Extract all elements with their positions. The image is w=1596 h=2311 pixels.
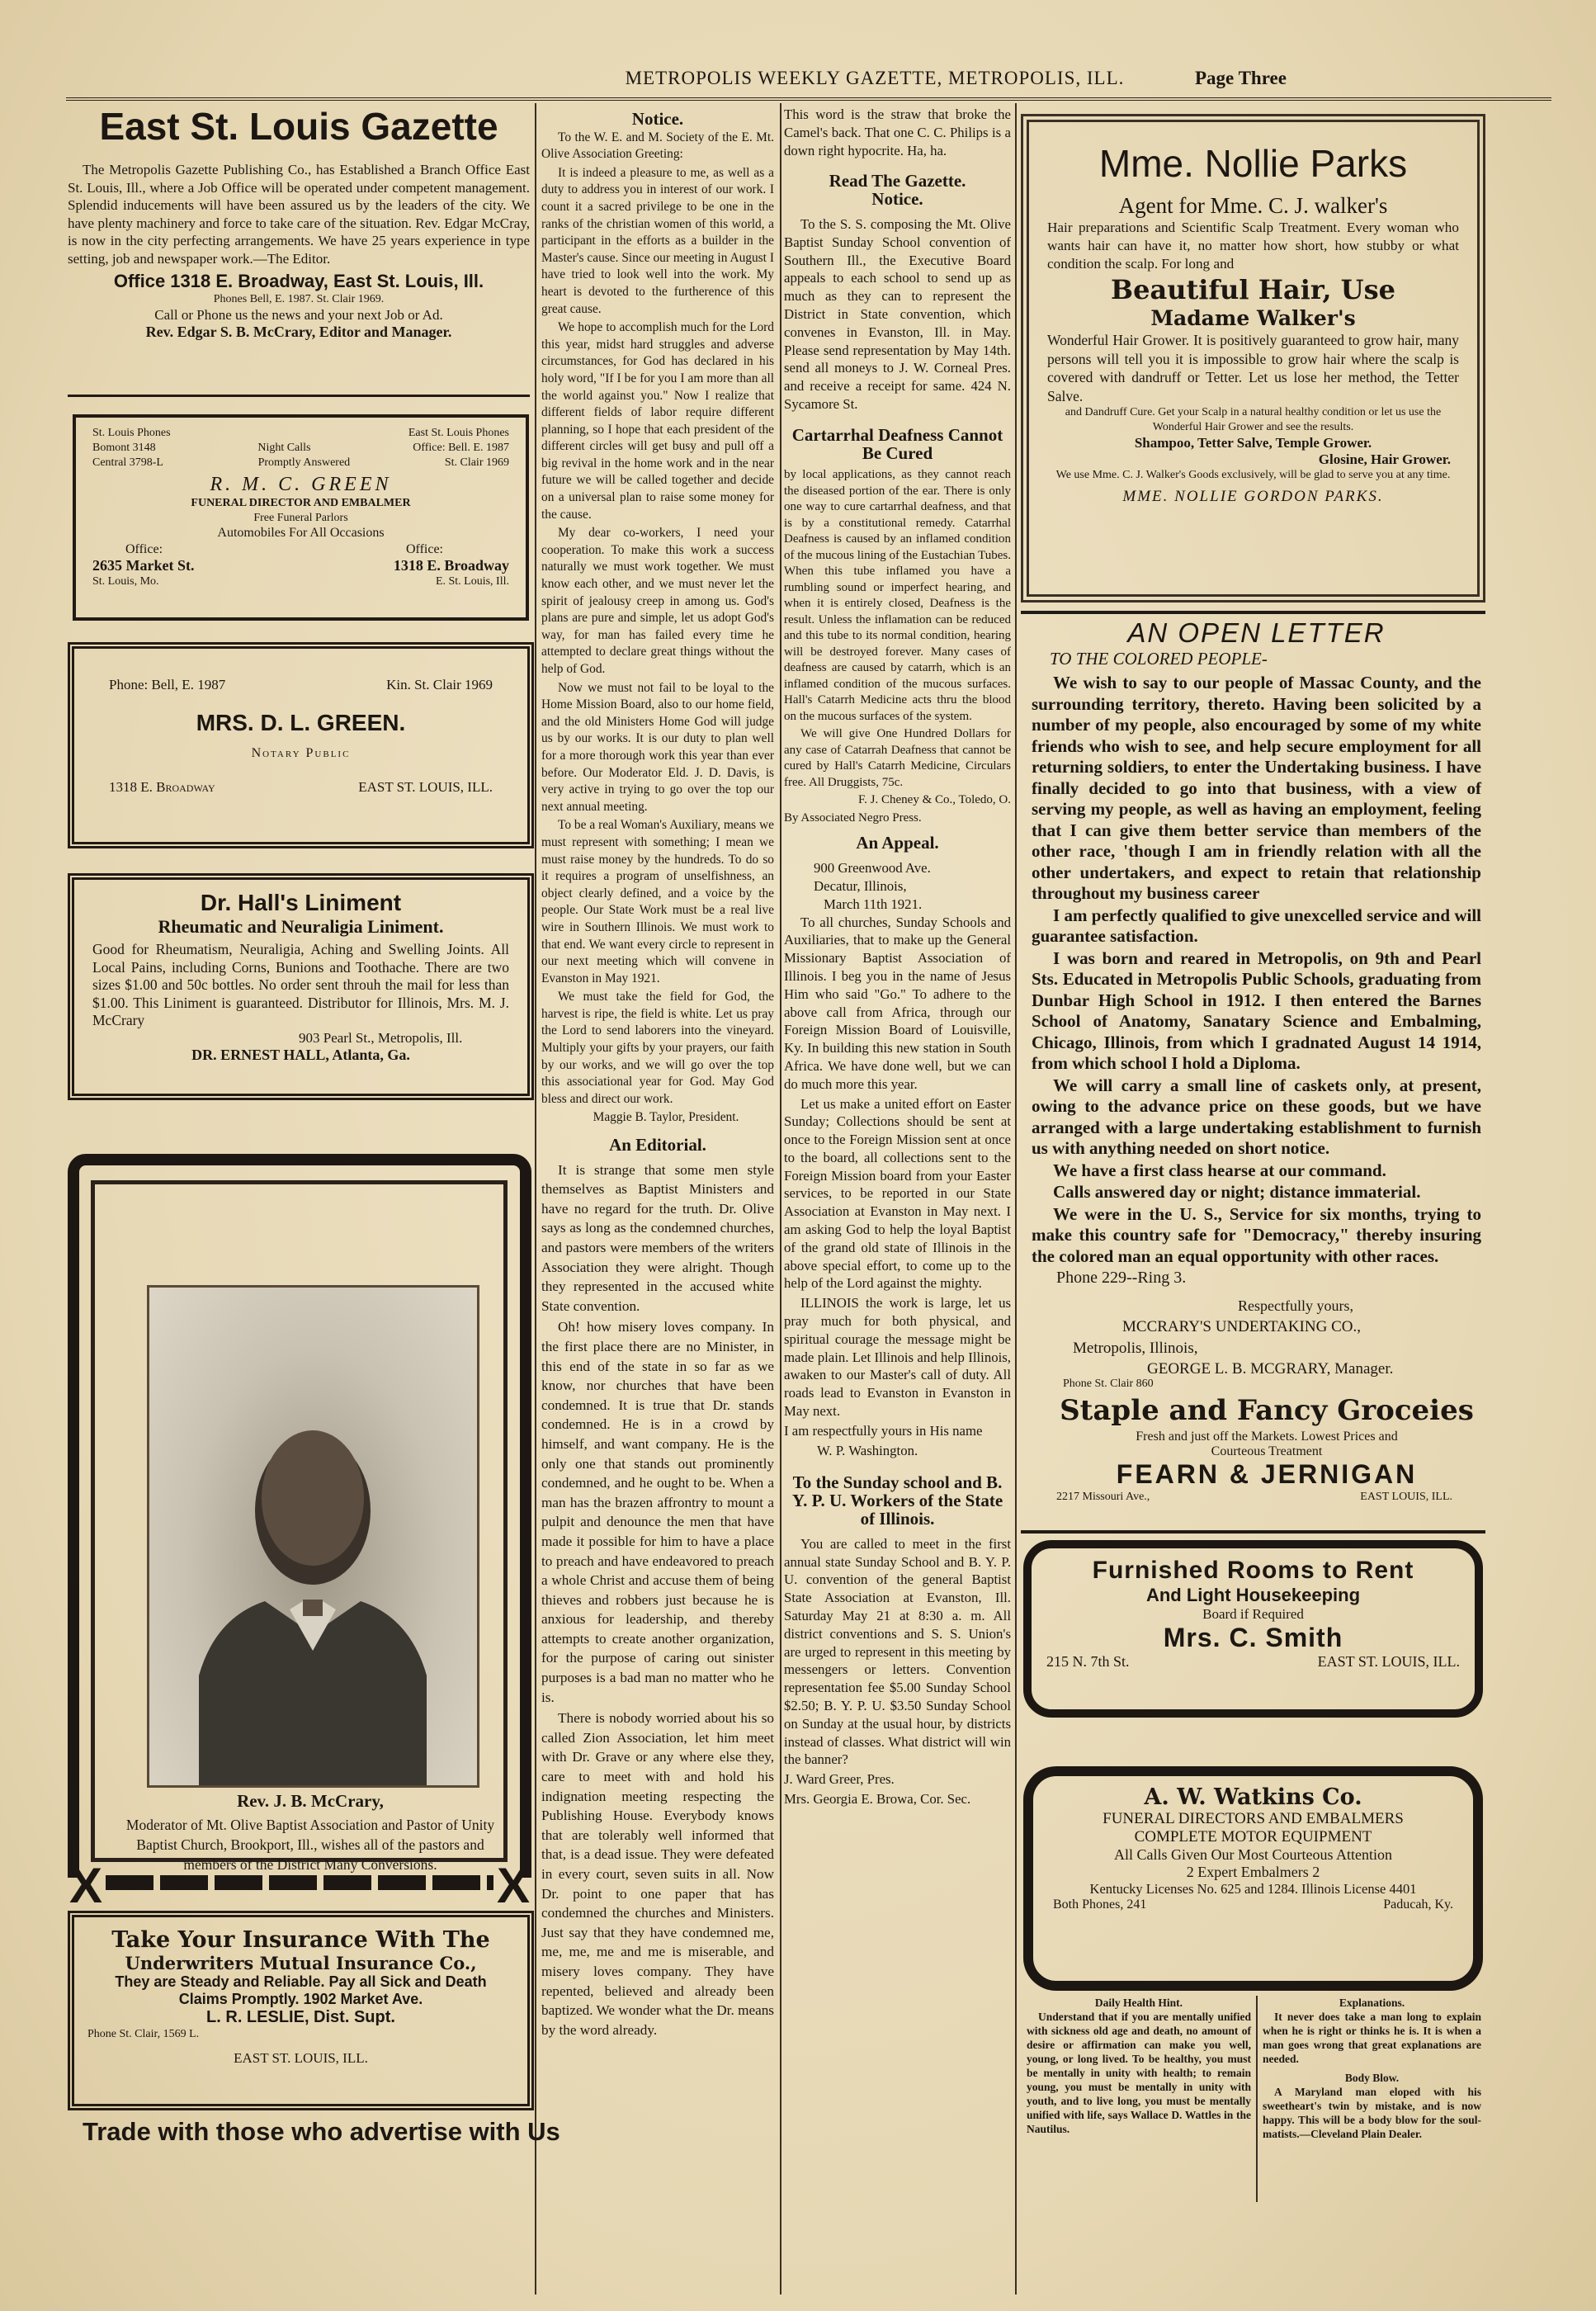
open-letter-salutation: TO THE COLORED PEOPLE- <box>1050 648 1268 669</box>
open-letter-paragraph: We were in the U. S., Service for six months, trying to make this country safe for "Democracy," thereby insuring the colored man an equal opportunity with other races. <box>1032 1203 1481 1266</box>
phones-left-title: St. Louis Phones <box>92 427 171 439</box>
open-letter-paragraph: We wish to say to our people of Massac County, and the surrounding territory, thereto. Having been solicited by a number of my people, also encouraged by some of my white friends who wish to see, and help secure employment for all returning soldiers, to enter the Undertaking business. I have finally decided to go into that business, with a view of serving my people, as well as having an employment, feeling that I can give them better service than members of the other race, 'though I am in friendly relation with all the other undertakers, and expect to retain that relationship throughout my business career <box>1032 673 1481 903</box>
office-left-addr: 2635 Market St. <box>92 557 195 574</box>
rooms-addr-left: 215 N. 7th St. <box>1046 1653 1130 1670</box>
explanations-body: It never does take a man long to explain when he is right or thinks he is. It is when a man goes wrong that great explanations are needed. <box>1263 2011 1481 2065</box>
groceries-tag1: Fresh and just off the Markets. Lowest Prices and <box>1136 1430 1398 1444</box>
phones-right-title: East St. Louis Phones <box>408 427 509 439</box>
parks-body1: Hair preparations and Scientific Scalp Treatment. Every woman who wants hair can have it, no matter how short, how stubby or what condition the scalp. For long and <box>1047 220 1459 272</box>
appeal-paragraph: Let us make a united effort on Easter Sunday; Collections should be sent at once to the Foreign Mission sent at once to the board, all collections sent to the Foreign Mission board from your Easter services, to be reported in our State Association at Evanston in May next. I am asking God to help the loyal Baptist of the grand old state of Illinois in the above special effort, to come up to the help of the Lord against the mighty. <box>784 1095 1011 1292</box>
catarrh-offer: We will give One Hundred Dollars for any case of Catarrah Deafness that cannot be cured by Hall's Catarrh Medicine, Circulars free. All Druggists, 75c. <box>784 727 1011 789</box>
frame-bottom-bar <box>106 1875 493 1890</box>
insurance-ad <box>68 1911 534 2110</box>
rooms-sub: And Light Housekeeping <box>1145 1585 1361 1605</box>
appeal-addr2: Decatur, Illinois, <box>814 877 907 894</box>
promptly-answered: Promptly Answered <box>257 456 351 469</box>
open-letter-phone: Phone 229--Ring 3. <box>1056 1269 1187 1287</box>
open-letter-manager: GEORGE L. B. MCGRARY, Manager. <box>1147 1360 1394 1378</box>
column-divider <box>1256 1996 1258 2202</box>
mrs-green-name: MRS. D. L. GREEN. <box>196 710 406 735</box>
sunday-school-body: You are called to meet in the first annual state Sunday School and B. Y. P. U. convention of the general Baptist State Association at Evanston, Ill. Saturday May 21 at 8:30 a. m. All district conventions and S. S. Union's are urged to represent in this meeting by messengers or letters. Convention representation fee $5.00 Sunday School $2.50; B. Y. P. U. $3.50 Sunday School on Sunday at the usual hour, by districts instead of classes. What district will win the banner? <box>784 1535 1011 1768</box>
liniment-address: 903 Pearl St., Metropolis, Ill. <box>299 1029 463 1046</box>
mrs-green-addr-right: EAST ST. LOUIS, ILL. <box>358 779 493 795</box>
notice-paragraph: To be a real Woman's Auxiliary, means we must represent with something; I mean we must raise money by the hundreds. To do so it requires a program of unselfishness, an object clearly defined, and a voice by the people. Our State Work must be a real live wire in Southern Illinois. We must work to that end. We want every circle to represent in our next meeting which will convene in Evanston in May 1921. <box>541 818 774 985</box>
health-body: Understand that if you are mentally unified with sickness old age and death, no amount of desire or affirmation can make you well, young, or long lived. To be healthy, you must be mentally in unity with health; to remain young, you must be mentally in unity with youth, and to live long, you must be mentally unified with life, says Wallace D. Wattles in the Nautilus. <box>1027 2011 1251 2135</box>
read-gazette-subtitle: Notice. <box>871 189 923 210</box>
open-letter-paragraph: We have a first class hearse at our command. <box>1053 1160 1386 1180</box>
read-gazette-body: To the S. S. composing the Mt. Olive Baptist Sunday School convention of Southern Ill., the Executive Board appeals to each school to send up as much as they can to represent the District in State convention, which convenes in Evanston, Ill. in May. Please send representation by May 14th. send all moneys to J. W. Corneal Pres. and receive a receipt for same. 424 N. Sycamore St. <box>784 215 1011 412</box>
groceries-title: Staple and Fancy Groceies <box>1060 1394 1474 1427</box>
groceries-ad <box>1056 1377 1477 1505</box>
night-calls: Night Calls <box>257 442 311 454</box>
watkins-line3: All Calls Given Our Most Courteous Attention <box>1114 1846 1392 1863</box>
rooms-addr-right: EAST ST. LOUIS, ILL. <box>1317 1653 1460 1670</box>
man-portrait-image <box>149 1288 477 1785</box>
notice-paragraph: We must take the field for God, the harvest is ripe, the field is white. Let us pray the Lord to send laborers into the vineyard. Multiply your gifts by your prayers, our faith by our works, and we will go over the top this associational year for God. May God bless and direct our work. <box>541 990 774 1106</box>
read-gazette-title: Read The Gazette. <box>829 171 966 191</box>
appeal-date: March 11th 1921. <box>824 896 923 912</box>
column-2 <box>541 106 774 2041</box>
parks-body2: Wonderful Hair Grower. It is positively guaranteed to grow hair, many persons will tell you it is impossible to grow hair where the scalp is covered with dandruff or Tetter. Let us lose her method, the Tetter Salve. <box>1047 332 1459 404</box>
insurance-line1: They are Steady and Reliable. Pay all Sick and Death <box>115 1973 487 1990</box>
parks-glosine: Glosine, Hair Grower. <box>1318 451 1451 467</box>
notice-paragraph: Now we must not fail to be loyal to the Home Mission Board, also to our home field, and the old Ministers Home God will judge us by our works. It is our duty to plan well for a more thorough work this year than ever before. Our Moderator Eld. J. D. Davis, is very active in trying to go over the top our next annual meeting. <box>541 680 774 814</box>
liniment-subtitle: Rheumatic and Neuraligia Liniment. <box>158 916 444 937</box>
masthead-title: METROPOLIS WEEKLY GAZETTE, METROPOLIS, ILL. <box>625 68 1125 88</box>
editorial-title: An Editorial. <box>609 1135 706 1156</box>
notice-title: Notice. <box>631 109 684 129</box>
frame-x-right: X <box>497 1858 531 1913</box>
watkins-line2: COMPLETE MOTOR EQUIPMENT <box>1134 1828 1372 1845</box>
green-funeral-ad <box>73 414 529 621</box>
notary-title: Notary Public <box>251 746 351 760</box>
notice-paragraph: My dear co-workers, I need your cooperation. To make this work a success naturally we must work together. We must know each other, and we must never let the spirit of jealousy creep in among us. God's plans are pure and simple, let us adopt God's way, for man has failed every time he attempted to declare great things without the help of God. <box>541 526 774 676</box>
phones-left-1: Bomont 3148 <box>92 442 156 454</box>
insurance-agent: L. R. LESLIE, Dist. Supt. <box>206 2008 395 2026</box>
parks-body3: and Dandruff Cure. Get your Scalp in a natural healthy condition or let us use the Wonderful Hair Grower and see the results. <box>1065 406 1442 433</box>
mrs-green-phone-left: Phone: Bell, E. 1987 <box>109 677 226 692</box>
esl-gazette-ad <box>68 103 530 341</box>
esl-gazette-editor: Rev. Edgar S. B. McCrary, Editor and Manager. <box>145 324 452 340</box>
esl-gazette-body: The Metropolis Gazette Publishing Co., has Established a Branch Office East St. Louis, Ill., where a Job Office will be operated under competent management. Splendid inducements will have been assured us by the leaders of the city. We have plenty machinery and force to take care of the situation. Rev. Edgar McCray, is now in the city perfecting arrangements. We have 25 years experience in type setting, job and newspaper work.—The Editor. <box>68 162 530 267</box>
appeal-paragraph: To all churches, Sunday Schools and Auxiliaries, that to make up the General Missionary Baptist Association of Illinois. I beg you in the name of Jesus Him who said "Go." To adhere to the above call from Africa, through our Foreign Mission Board of Louisville, Ky. In building this new station in South Africa. We have done well, but we can do much more this year. <box>784 914 1011 1092</box>
sunday-school-sig2: Mrs. Georgia E. Browa, Cor. Sec. <box>784 1790 971 1807</box>
open-letter-company: MCCRARY'S UNDERTAKING CO., <box>1122 1318 1361 1335</box>
catarrh-body: by local applications, as they cannot reach the diseased portion of the ear. There is only one way to cure cartarrhal deafness, and that is by a constitutional remedy. Catarrhal Deafness is caused by an inflamed condition of the mucous lining of the Eustachian Tubes. When this tube inflamed you have a rumbling sound or imperfect hearing, and when it is entirely closed, Deafness is the result. Unless the inflamation can be reduced and this tube to its normal condition, hearing will be destroyed forever. Many cases of deafness are caused by catarrh, which is an inflamed condition of the mucous surfaces. Hall's Catarrh Medicine acts thru the blood on the mucous surfaces of the system. <box>784 468 1011 723</box>
office-left-label: Office: <box>125 542 163 556</box>
funeral-parlors: Free Funeral Parlors <box>253 512 348 524</box>
phones-left-2: Central 3798-L <box>92 456 163 469</box>
watkins-ad <box>1023 1766 1483 1991</box>
portrait-caption-block <box>124 1791 497 1874</box>
parks-headline1: Beautiful Hair, Use <box>1111 274 1395 305</box>
parks-name: Mme. Nollie Parks <box>1098 142 1408 185</box>
liniment-signature: DR. ERNEST HALL, Atlanta, Ga. <box>191 1046 410 1063</box>
open-letter-closing: Respectfully yours, <box>1238 1297 1353 1314</box>
masthead-rule <box>66 97 1551 101</box>
funeral-autos: Automobiles For All Occasions <box>217 526 385 540</box>
divider <box>68 395 530 397</box>
phones-right-1: Office: Bell. E. 1987 <box>413 442 509 454</box>
parks-ad <box>1021 114 1485 603</box>
liniment-ad <box>68 873 534 1100</box>
sunday-school-sig1: J. Ward Greer, Pres. <box>784 1771 895 1788</box>
office-left-city: St. Louis, Mo. <box>92 575 159 588</box>
watkins-phones: Both Phones, 241 <box>1053 1897 1147 1912</box>
portrait-name: Rev. J. B. McCrary, <box>237 1791 384 1811</box>
parks-headline2: Madame Walker's <box>1150 306 1356 330</box>
phones-right-2: St. Clair 1969 <box>444 456 509 469</box>
notice-signature: Maggie B. Taylor, President. <box>593 1110 739 1125</box>
office-right-addr: 1318 E. Broadway <box>393 557 509 574</box>
insurance-title: Take Your Insurance With The <box>111 1927 490 1953</box>
rooms-ad <box>1023 1540 1483 1718</box>
health-hint <box>1027 1996 1251 2136</box>
rooms-name: Mrs. C. Smith <box>1163 1623 1343 1652</box>
groceries-name: FEARN & JERNIGAN <box>1116 1459 1418 1489</box>
insurance-phone: Phone St. Clair, 1569 L. <box>87 2028 200 2040</box>
divider <box>1021 1530 1485 1534</box>
column-divider <box>1015 103 1017 2294</box>
appeal-title: An Appeal. <box>856 833 939 853</box>
explanations-sub: Body Blow. <box>1344 2072 1400 2084</box>
mrs-green-ad <box>68 642 534 848</box>
portrait-caption: Moderator of Mt. Olive Baptist Association and Pastor of Unity Baptist Church, Brookport, Ill., wishes all of the pastors and members of the District Many Conversions. <box>125 1817 495 1873</box>
watkins-title: A. W. Watkins Co. <box>1144 1784 1362 1810</box>
notice-greeting: To the W. E. and M. Society of the E. Mt. Olive Association Greeting: <box>541 130 774 162</box>
explanations-title: Explanations. <box>1339 1997 1405 2009</box>
trade-slogan: Trade with those who advertise with Us <box>83 2117 560 2146</box>
appeal-addr1: 900 Greenwood Ave. <box>814 860 931 877</box>
watkins-line5: Kentucky Licenses No. 625 and 1284. Illinois License 4401 <box>1089 1881 1417 1897</box>
watkins-city: Paducah, Ky. <box>1383 1897 1453 1912</box>
open-letter-paragraph: We will carry a small line of caskets only, at present, owing to the advance price on these goods, but we have arranged with a large undertaking establishment to furnish us with anything needed on short notice. <box>1032 1075 1481 1158</box>
explanations-body2: A Maryland man eloped with his sweetheart's twin by mistake, and is now happy. This will be a body blow for the soul-matists.—Cleveland Plain Dealer. <box>1263 2086 1481 2140</box>
appeal-paragraph: ILLINOIS the work is large, let us pray much for both physical, and spiritual courage the message might be made plain. Let Illinois and help Illinois, awaken to our Master's call of duty. All roads lead to Evanston in Evanston in May next. <box>784 1295 1011 1420</box>
appeal-sig: W. P. Washington. <box>817 1442 918 1458</box>
mrs-green-phone-right: Kin. St. Clair 1969 <box>386 677 493 692</box>
appeal-closing: I am respectfully yours in His name <box>784 1422 983 1439</box>
catarrh-sig: F. J. Cheney & Co., Toledo, O. <box>858 793 1011 807</box>
liniment-title: Dr. Hall's Liniment <box>200 890 402 915</box>
notice-paragraph: We hope to accomplish much for the Lord this year, midst hard struggles and adverse circumstances, for God has declared in his holy word, "If I be for you I am more than all the world against you." Now I realize that different fields of labor require different planning, so I hope that each president of the different circles will get busy and pull off a big revival in the home work and in the near future we will be called together and decide on a universal plan to raise some money for the cause. <box>541 320 774 522</box>
groceries-phone: Phone St. Clair 860 <box>1063 1378 1154 1390</box>
open-letter-title: AN OPEN LETTER <box>1127 617 1386 648</box>
esl-gazette-phones: Phones Bell, E. 1987. St. Clair 1969. <box>213 293 385 305</box>
office-right-city: E. St. Louis, Ill. <box>435 575 509 588</box>
parks-use: We use Mme. C. J. Walker's Goods exclusively, will be glad to serve you at any time. <box>1055 469 1451 481</box>
divider <box>1021 611 1485 614</box>
explanations <box>1263 1996 1481 2141</box>
portrait-photo <box>147 1285 479 1788</box>
watkins-line1: FUNERAL DIRECTORS AND EMBALMERS <box>1103 1810 1404 1827</box>
rooms-title: Furnished Rooms to Rent <box>1092 1557 1414 1584</box>
open-letter-city: Metropolis, Illinois, <box>1073 1339 1198 1357</box>
groceries-addr-left: 2217 Missouri Ave., <box>1056 1491 1150 1503</box>
catarrh-press: By Associated Negro Press. <box>784 811 922 825</box>
esl-gazette-call: Call or Phone us the news and your next Job or Ad. <box>154 307 443 323</box>
mrs-green-addr-left: 1318 E. Broadway <box>109 779 215 795</box>
insurance-company: Underwriters Mutual Insurance Co., <box>125 1953 477 1973</box>
parks-signature: MME. NOLLIE GORDON PARKS. <box>1122 488 1384 505</box>
page-number: Page Three <box>1195 68 1287 88</box>
notice-paragraph: It is indeed a pleasure to me, as well as a duty to address you in interest of our work. I count it a sacred privilege to be one in the ranks of the christian women of this world, a participant in the efforts as a builder in the Master's cause. Since our meeting in August I have tried to look well into the work. My heart is devoted to the furtherence of this great cause. <box>541 165 774 316</box>
groceries-tag2: Courteous Treatment <box>1211 1444 1323 1458</box>
straw-text: This word is the straw that broke the Camel's back. That one C. C. Philips is a down right hypocrite. Ha, ha. <box>784 106 1011 158</box>
column-divider <box>780 103 781 2294</box>
office-right-label: Office: <box>405 542 443 556</box>
health-title: Daily Health Hint. <box>1094 1997 1183 2009</box>
watkins-line4: 2 Expert Embalmers 2 <box>1186 1864 1320 1880</box>
column-divider <box>535 103 536 2294</box>
parks-agent: Agent for Mme. C. J. walker's <box>1118 193 1388 218</box>
editorial-paragraph: It is strange that some men style themselves as Baptist Ministers and have no regard for the truth. Dr. Olive says as long as the condemned churches, and pastors were members of the writers Association they were alright. Though they represented in the accused white State convention. <box>541 1161 774 1314</box>
sunday-school-title: To the Sunday school and B. Y. P. U. Workers of the State of Illinois. <box>791 1472 1003 1529</box>
column-3 <box>784 106 1011 1810</box>
insurance-line2: Claims Promptly. 1902 Market Ave. <box>178 1991 423 2007</box>
funeral-title: FUNERAL DIRECTOR AND EMBALMER <box>191 497 411 509</box>
editorial-paragraph: There is nobody worried about his so called Zion Association, let him meet with Dr. Grave or any where else they, care to meet with and hold his indignation meeting respecting the Publishing House. Everybody knows that are tolerably well informed that that, is a dead issue. They were defeated in every court, seven suits in all. Now Dr. point to one paper that has condemned the churches and Ministers. Just say that they have condemned me, me, me, me and me is miserable, and misery loves company. They have repented, believed and already been baptized. We wonder what the Dr. means by the word already. <box>541 1710 774 2038</box>
parks-products: Shampoo, Tetter Salve, Temple Grower. <box>1134 435 1372 451</box>
funeral-director-name: R. M. C. GREEN <box>210 474 392 495</box>
editorial-paragraph: Oh! how misery loves company. In the first place there are no Minister, in this end of the state in so far as we know, nor churches that have been condemned. It is true that Dr. stands condemned. He is in a crowd by himself, and want company. He is the only one that stands out prominently condemned, and he ought to be. When a man has the brazen affrontry to mount a pulpit and denounce the men that have made it possible for him to have a place to preach and have endeavored to preach a whole Christ and accuse them of being thieves and robbers just because he is anxious for leadership, and thereby attempts to create another organization, for the purpose of caring out sinister purposes is a bad man no matter who he is. <box>541 1319 774 1705</box>
esl-gazette-title: East St. Louis Gazette <box>99 105 498 148</box>
open-letter-paragraph: I was born and reared in Metropolis, on 9th and Pearl Sts. Educated in Metropolis Public Schools, graduating from Dunbar High School in 1912. I then entered the Barnes School of Anatomy, Sanatary Science and Embalming, Chicago, Illinois, from which I gradnated August 14 1914, from which school I hold a Diploma. <box>1032 948 1481 1073</box>
groceries-addr-right: EAST LOUIS, ILL. <box>1360 1491 1452 1503</box>
liniment-body: Good for Rheumatism, Neuraligia, Aching and Swelling Joints. All Local Pains, including Corns, Bunions and Toothache. There are two sizes $1.00 and 50c bottles. No order sent throuh the mail for less than $1.00. This Liniment is guaranteed. Distributor for Illinois, Mrs. M. J. McCrary <box>92 941 509 1028</box>
open-letter-paragraph: Calls answered day or night; distance immaterial. <box>1053 1182 1421 1202</box>
open-letter-paragraph: I am perfectly qualified to give unexcelled service and will guarantee satisfaction. <box>1032 905 1481 946</box>
esl-gazette-office: Office 1318 E. Broadway, East St. Louis, Ill. <box>113 271 484 291</box>
insurance-city: EAST ST. LOUIS, ILL. <box>234 2050 368 2066</box>
open-letter <box>1032 617 1481 1380</box>
catarrh-title: Cartarrhal Deafness Cannot Be Cured <box>791 424 1003 463</box>
rooms-board: Board if Required <box>1202 1606 1304 1622</box>
frame-x-left: X <box>69 1858 103 1913</box>
